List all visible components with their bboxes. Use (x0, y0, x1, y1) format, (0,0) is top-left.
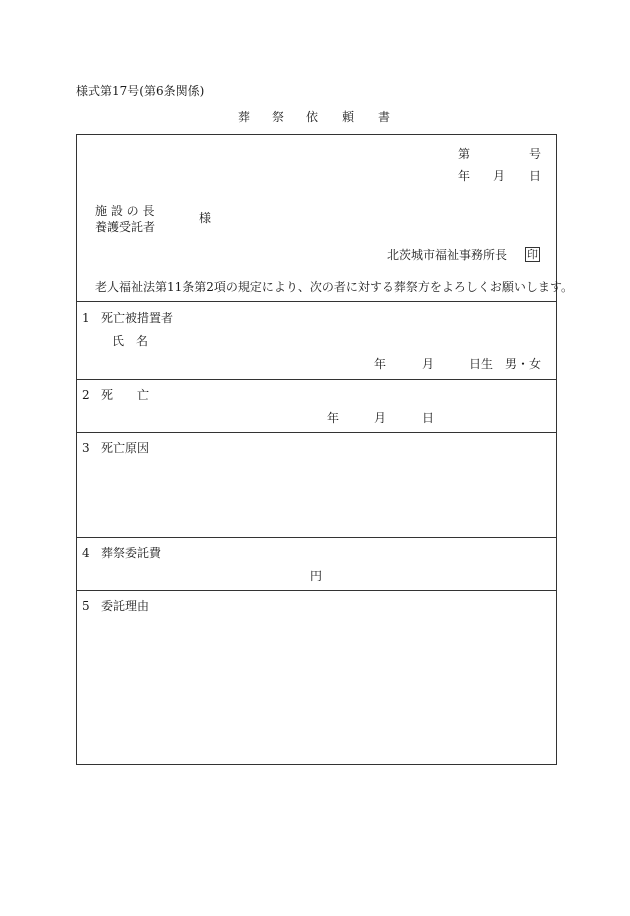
death-month-label: 月 (374, 411, 387, 425)
section-4-label: 葬祭委託費 (101, 546, 162, 560)
deceased-name-label: 氏 名 (112, 334, 149, 348)
request-text: 老人福祉法第11条第2項の規定により、次の者に対する葬祭方をよろしくお願いします。 (95, 280, 573, 294)
death-day-label: 日 (422, 411, 435, 425)
section-divider-3 (76, 432, 557, 433)
section-3-number: 3 (82, 441, 90, 455)
date-day-label: 日 (529, 169, 542, 183)
document-title-char-3: 依 (306, 110, 319, 124)
document-title-char-5: 書 (378, 110, 391, 124)
number-prefix: 第 (458, 147, 471, 161)
section-divider-4 (76, 537, 557, 538)
section-2-label: 死 亡 (101, 388, 150, 402)
document-title-char-4: 頼 (342, 110, 355, 124)
document-title-char-2: 祭 (272, 110, 285, 124)
fee-unit: 円 (310, 569, 323, 583)
section-1-number: 1 (82, 311, 90, 325)
section-divider-5 (76, 590, 557, 591)
date-year-label: 年 (458, 169, 471, 183)
birth-year-label: 年 (374, 357, 387, 371)
addressee-line-2: 養護受託者 (95, 220, 156, 234)
section-5-label: 委託理由 (101, 599, 150, 613)
seal-mark: 印 (527, 248, 538, 261)
section-2-number: 2 (82, 388, 90, 402)
form-label: 様式第17号(第6条関係) (76, 84, 205, 98)
sex-options: 男・女 (505, 357, 542, 371)
date-month-label: 月 (493, 169, 506, 183)
section-divider-1 (76, 301, 557, 302)
death-year-label: 年 (327, 411, 340, 425)
birth-day-label: 日生 (469, 357, 494, 371)
section-3-label: 死亡原因 (101, 441, 150, 455)
addressee-honorific: 様 (199, 211, 212, 225)
section-1-label: 死亡被措置者 (101, 311, 174, 325)
document-title-char-1: 葬 (238, 110, 251, 124)
section-divider-2 (76, 379, 557, 380)
addressee-line-1: 施 設 の 長 (95, 204, 155, 218)
number-suffix: 号 (529, 147, 542, 161)
section-5-number: 5 (82, 599, 90, 613)
sender-name: 北茨城市福祉事務所長 (387, 248, 508, 262)
birth-month-label: 月 (422, 357, 435, 371)
section-4-number: 4 (82, 546, 90, 560)
